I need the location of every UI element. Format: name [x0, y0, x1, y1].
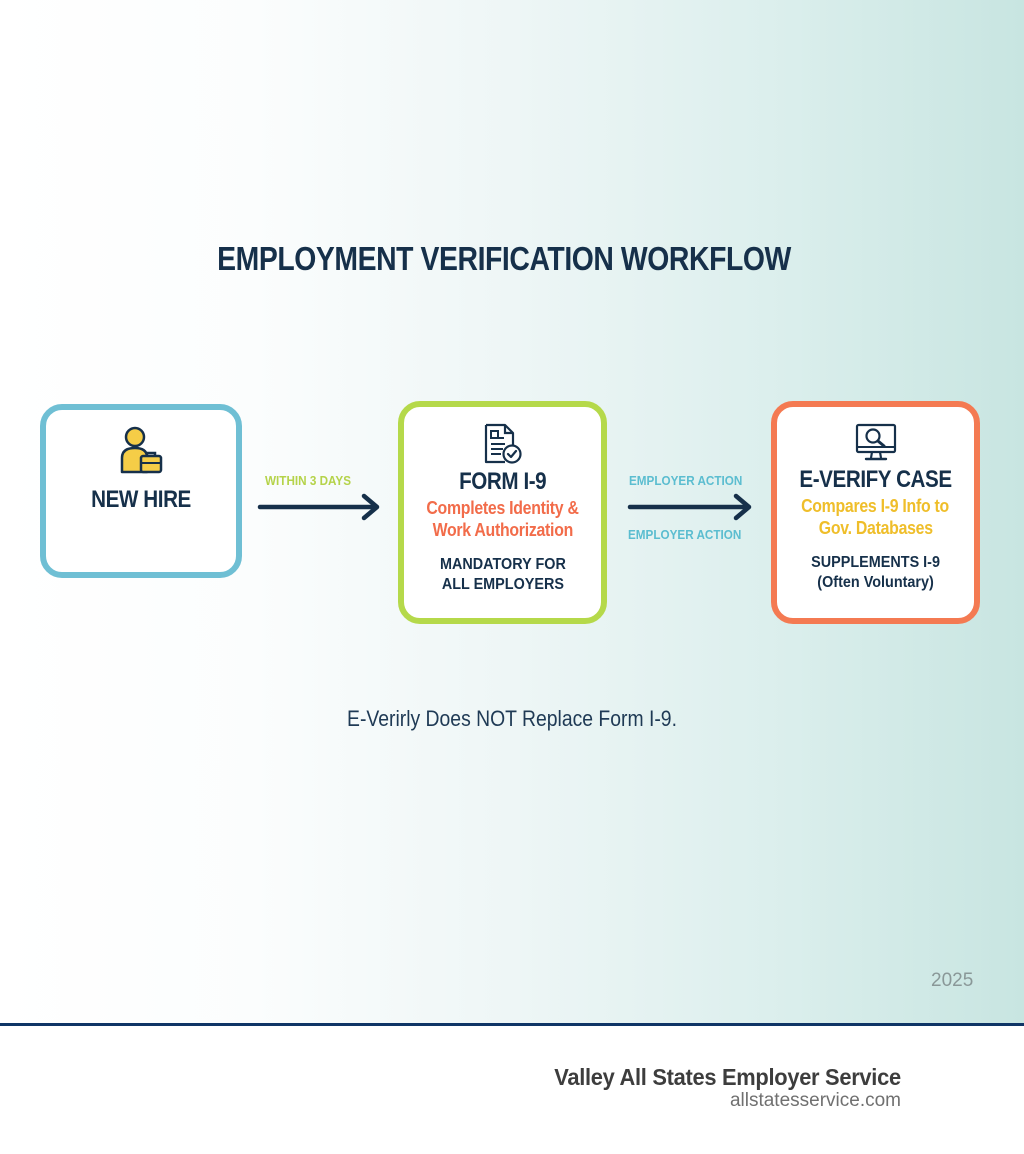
step-subtitle-line2: Work Authorization [432, 520, 573, 540]
step-subtitle-line1: Compares I-9 Info to [801, 496, 950, 516]
company-website: allstatesservice.com [729, 1090, 901, 1111]
step-subtitle-line1: Completes Identity & [426, 498, 579, 518]
connector-label-employer-action-bottom: EMPLOYER ACTION [628, 527, 742, 542]
step-note-line1: SUPPLEMENTS I-9 [811, 554, 940, 571]
footer-divider [0, 1023, 1024, 1026]
step-note [440, 555, 566, 595]
arrow-right-icon [626, 492, 756, 522]
connector-label-within-3-days: WITHIN 3 DAYS [265, 473, 352, 488]
company-name: Valley All States Employer Service [554, 1064, 901, 1090]
monitor-search-icon [855, 423, 897, 463]
step-note [811, 553, 940, 593]
step-note-line1: MANDATORY FOR [439, 556, 566, 573]
footnote: E-Verirly Does NOT Replace Form I-9. [347, 706, 677, 731]
step-e-verify [771, 401, 980, 624]
arrow-right-icon [256, 492, 384, 522]
step-new-hire [40, 404, 242, 578]
step-heading: FORM I-9 [458, 468, 547, 495]
diagram-title: EMPLOYMENT VERIFICATION WORKFLOW [217, 240, 791, 277]
step-note-line2: ALL EMPLOYERS [441, 576, 564, 593]
document-check-icon [483, 423, 523, 465]
step-heading: E-VERIFY CASE [799, 466, 952, 493]
step-note-line2: (Often Voluntary) [817, 574, 934, 591]
connector-label-employer-action-top: EMPLOYER ACTION [629, 473, 743, 488]
step-subtitle-line2: Gov. Databases [818, 518, 933, 538]
step-form-i9 [398, 401, 607, 624]
step-heading: NEW HIRE [91, 486, 191, 513]
person-briefcase-icon [119, 426, 163, 476]
year-label: 2025 [931, 970, 974, 991]
